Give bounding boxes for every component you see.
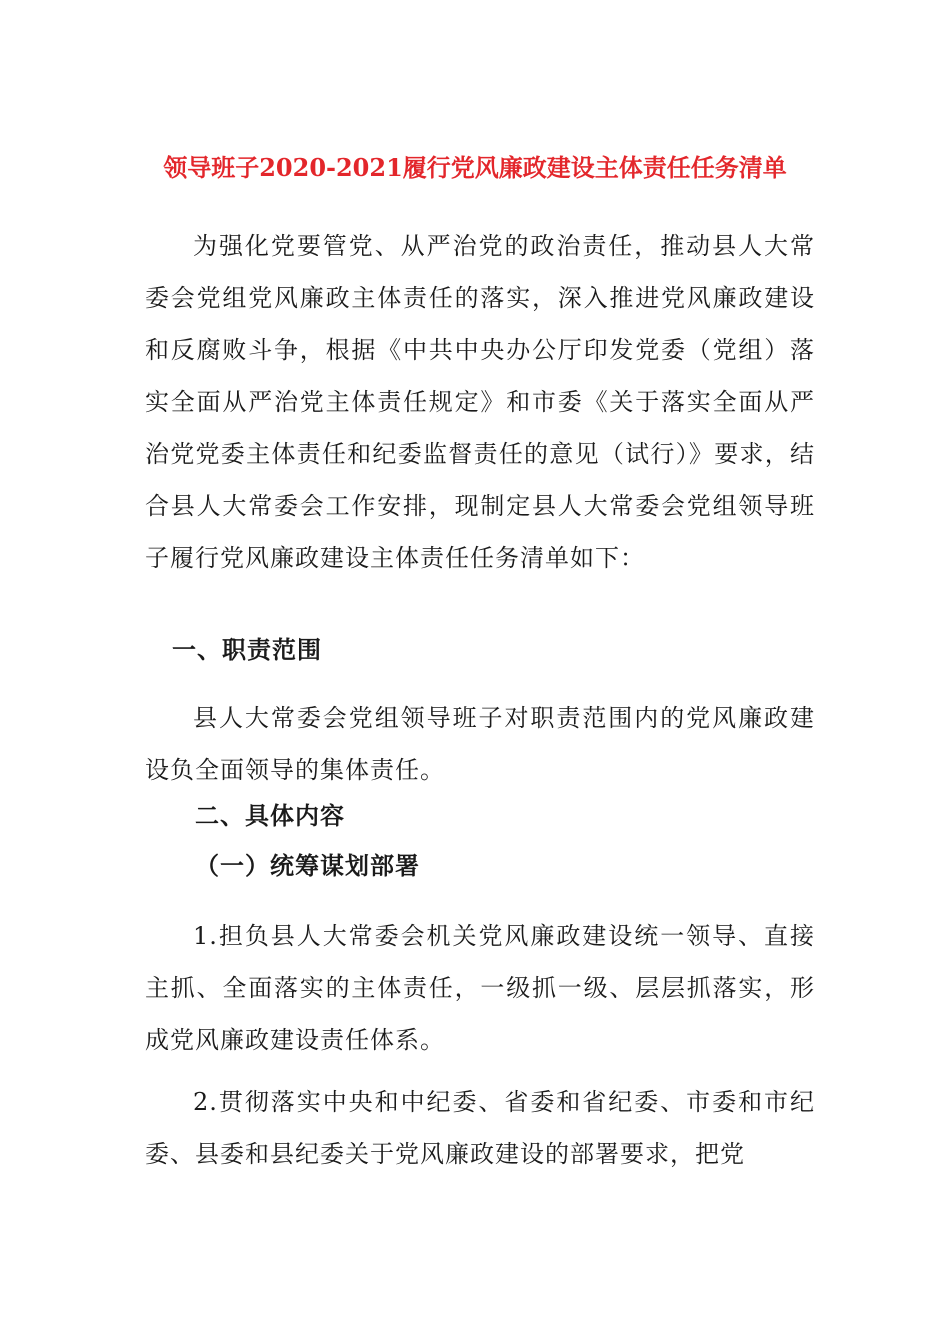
section-heading-scope: 一、职责范围 xyxy=(172,635,322,664)
scope-paragraph: 县人大常委会党组领导班子对职责范围内的党风廉政建设负全面领导的集体责任。 xyxy=(145,704,815,784)
section-heading-content: 二、具体内容 xyxy=(195,801,345,830)
item-paragraph-2: 2.贯彻落实中央和中纪委、省委和省纪委、市委和市纪委、县委和县纪委关于党风廉政建设的部署要求，把党 xyxy=(145,1088,815,1168)
document-title: 领导班子2020-2021履行党风廉政建设主体责任任务清单 xyxy=(163,153,787,183)
intro-paragraph: 为强化党要管党、从严治党的政治责任，推动县人大常委会党组党风廉政主体责任的落实，深入推进党风廉政建设和反腐败斗争，根据《中共中央办公厅印发党委（党组）落实全面从严治党主体责任规定》和市委《关于落实全面从严治党党委主体责任和纪委监督责任的意见（试行）》要求，结合县人大常委会工作安排，现制定县人大常委会党组领导班子履行党风廉政建设主体责任任务清单如下： xyxy=(145,232,815,572)
subsection-heading-planning: （一）统筹谋划部署 xyxy=(195,851,420,880)
item-paragraph-1: 1.担负县人大常委会机关党风廉政建设统一领导、直接主抓、全面落实的主体责任，一级抓一级、层层抓落实，形成党风廉政建设责任体系。 xyxy=(145,922,815,1054)
